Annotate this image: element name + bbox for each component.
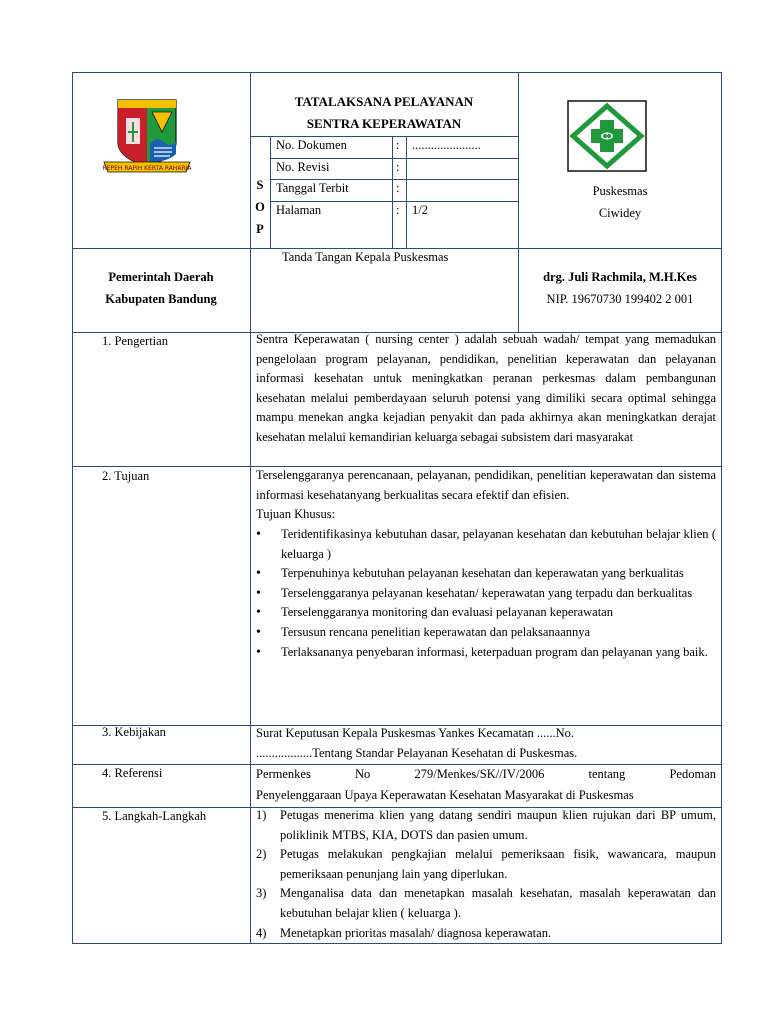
tujuan-khusus-label: Tujuan Khusus: (256, 507, 336, 521)
step-text: Menetapkan prioritas masalah/ diagnosa keperawatan. (280, 925, 552, 940)
logo-motto: REPEH RAPIH KERTA RAHARJA (102, 165, 192, 172)
step-text: Petugas melakukan pengkajian melalui pemeriksaan fisik, wawancara, maupun pemeriksaan penunjang lain yang diperlukan. (280, 847, 716, 881)
field-value-halaman: 1/2 (412, 203, 428, 217)
puskesmas-name-line2: Ciwidey (598, 206, 642, 220)
kebijakan-line1: Surat Keputusan Kepala Puskesmas Yankes Kecamatan ......No. (256, 726, 574, 740)
step-text: Menganalisa data dan menetapkan masalah kesehatan, masalah keperawatan dan kebutuhan belajar klien ( keluarga ). (280, 886, 716, 920)
sop-letter: S (256, 178, 264, 192)
section-label-referensi: 4. Referensi (102, 766, 163, 780)
referensi-line2: Penyelenggaraan Upaya Keperawatan Kesehatan Masyarakat di Puskesmas (256, 788, 634, 802)
head-nip: NIP. 19670730 199402 2 001 (546, 292, 694, 306)
field-colon: : (396, 160, 400, 174)
referensi-line1: Permenkes No 279/Menkes/SK//IV/2006 tentang Pedoman (256, 767, 716, 781)
field-label-no-dokumen: No. Dokumen (276, 138, 347, 152)
section-label-langkah: 5. Langkah-Langkah (102, 809, 207, 823)
signature-label: Tanda Tangan Kepala Puskesmas (282, 250, 449, 264)
sop-letter: P (256, 222, 264, 236)
field-colon: : (396, 138, 400, 152)
list-item: • Terpenuhinya kebutuhan pelayanan kesehatan dan keperawatan yang berkualitas (256, 564, 716, 584)
list-item: • Terselenggaranya pelayanan kesehatan/ keperawatan yang terpadu dan berkualitas (256, 584, 716, 604)
section-label-pengertian: 1. Pengertian (102, 334, 168, 348)
tujuan-khusus-list (256, 525, 716, 662)
list-item (256, 884, 716, 923)
list-item: • Terlaksananya penyebaran informasi, keterpaduan program dan pelayanan yang baik. (256, 643, 716, 663)
step-number: 4) (256, 925, 267, 940)
step-number: 3) (256, 886, 267, 901)
list-item (256, 806, 716, 845)
section-label-tujuan: 2. Tujuan (102, 469, 150, 483)
list-item: • Tersusun rencana penelitian keperawatan dan pelaksanaannya (256, 623, 716, 643)
field-colon: : (396, 181, 400, 195)
step-text: Petugas menerima klien yang datang sendiri maupun klien rujukan dari BP umum, poliklinik MTBS, KIA, DOTS dan pasien umum. (280, 808, 716, 842)
kebijakan-line2: ..................Tentang Standar Pelayanan Kesehatan di Puskesmas. (256, 746, 578, 760)
field-divider (270, 136, 271, 248)
puskesmas-name-line1: Puskesmas (592, 184, 648, 198)
field-colon: : (396, 203, 400, 217)
gov-line2: Kabupaten Bandung (105, 292, 217, 306)
field-label-no-revisi: No. Revisi (276, 160, 330, 174)
step-number: 2) (256, 847, 267, 862)
section-label-kebijakan: 3. Kebijakan (102, 725, 166, 739)
sop-title-line2: SENTRA KEPERAWATAN (306, 116, 462, 131)
kabupaten-bandung-logo (98, 96, 196, 176)
list-item: • Teridentifikasinya kebutuhan dasar, pelayanan kesehatan dan kebutuhan belajar klien ( keluarga ) (256, 525, 716, 564)
field-divider (392, 136, 393, 248)
field-value-no-dokumen: ...................... (412, 138, 481, 152)
list-item: • Terselenggaranya monitoring dan evaluasi pelayanan keperawatan (256, 603, 716, 623)
section-text-tujuan: Terselenggaranya perencanaan, pelayanan, pendidikan, penelitian keperawatan dan sistema informasi kesehatanyang berkualitas secara efektif dan efisien. (256, 468, 716, 502)
step-number: 1) (256, 808, 267, 822)
list-item (256, 924, 716, 944)
head-name: drg. Juli Rachmila, M.H.Kes (543, 270, 697, 284)
sop-letter: O (255, 200, 265, 214)
field-label-tanggal-terbit: Tanggal Terbit (276, 181, 349, 195)
gov-line1: Pemerintah Daerah (108, 270, 214, 284)
puskesmas-logo (567, 100, 647, 172)
list-item (256, 845, 716, 884)
field-label-halaman: Halaman (276, 203, 322, 217)
section-text-pengertian: Sentra Keperawatan ( nursing center ) adalah sebuah wadah/ tempat yang memadukan pengelolaan program pelayanan, pendidikan, penelitian keperawatan dan pelayanan informasi kesehatan untuk meningkatkan peranan perkesmas dalam pembangunan kesehatan melalui pemberdayaan seluruh potensi yang dimiliki secara optimal sehingga mampu menekan angka kejadian penyakit dan pada akhirnya akan meningkatkan derajat kesehatan melalui kemandirian keluarga sebagai subsistem dari masyarakat (256, 332, 716, 444)
sop-title-line1: TATALAKSANA PELAYANAN (294, 94, 474, 109)
langkah-list (256, 806, 716, 943)
sop-document (72, 72, 722, 944)
field-divider (406, 136, 407, 248)
